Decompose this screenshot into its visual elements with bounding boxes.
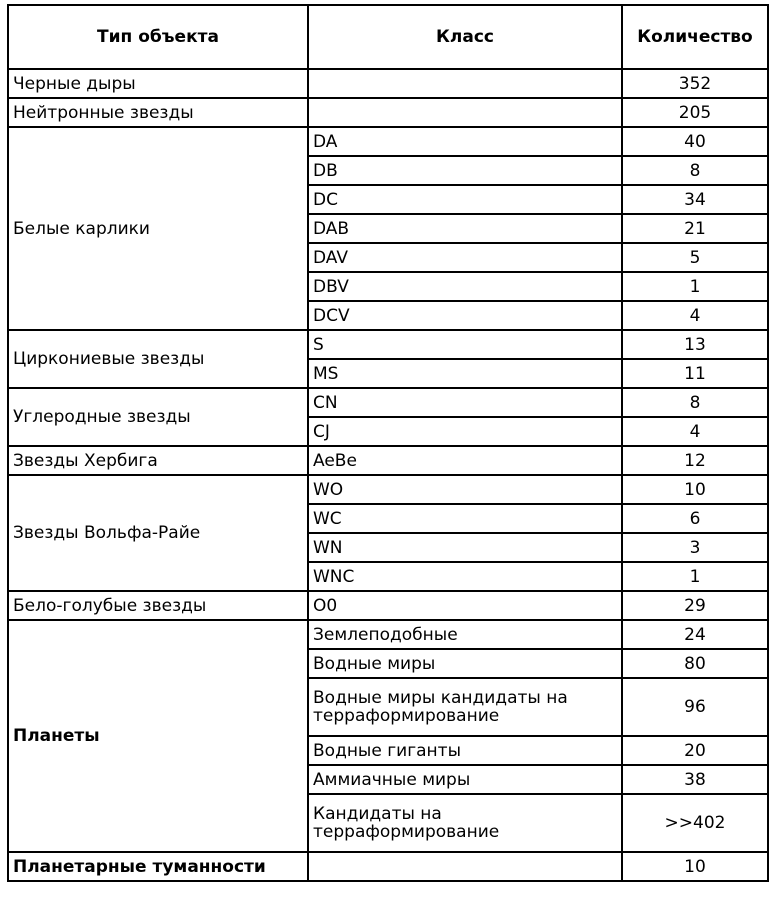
cell-class: Водные миры [308, 649, 622, 678]
cell-count: 3 [622, 533, 768, 562]
table-row [8, 388, 768, 417]
cell-class: WC [308, 504, 622, 533]
cell-class [308, 852, 622, 881]
header-class: Класс [308, 5, 622, 69]
table-body [8, 69, 768, 881]
cell-class: DC [308, 185, 622, 214]
table-row [8, 591, 768, 620]
table-row [8, 475, 768, 504]
cell-class [308, 98, 622, 127]
cell-count: 6 [622, 504, 768, 533]
header-type: Тип объекта [8, 5, 308, 69]
cell-object-type: Черные дыры [8, 69, 308, 98]
cell-object-type: Белые карлики [8, 127, 308, 330]
cell-count: 20 [622, 736, 768, 765]
table-row [8, 69, 768, 98]
cell-class: DA [308, 127, 622, 156]
cell-count: 96 [622, 678, 768, 736]
cell-count: 21 [622, 214, 768, 243]
cell-class: CN [308, 388, 622, 417]
cell-count: 5 [622, 243, 768, 272]
cell-count: 4 [622, 417, 768, 446]
cell-class: WNC [308, 562, 622, 591]
table-row [8, 852, 768, 881]
header-count: Количество [622, 5, 768, 69]
cell-object-type: Звезды Хербига [8, 446, 308, 475]
cell-count: 34 [622, 185, 768, 214]
cell-object-type: Планетарные туманности [8, 852, 308, 881]
table-row [8, 127, 768, 156]
cell-count: 8 [622, 156, 768, 185]
table-row [8, 330, 768, 359]
cell-count: 12 [622, 446, 768, 475]
cell-count: 205 [622, 98, 768, 127]
cell-count: 11 [622, 359, 768, 388]
cell-class: Кандидаты на терраформирование [308, 794, 622, 852]
cell-class: Водные гиганты [308, 736, 622, 765]
table-row [8, 98, 768, 127]
cell-class: Землеподобные [308, 620, 622, 649]
cell-count: 40 [622, 127, 768, 156]
table-row [8, 446, 768, 475]
cell-object-type: Планеты [8, 620, 308, 852]
cell-count: 8 [622, 388, 768, 417]
cell-count: 10 [622, 475, 768, 504]
cell-count: 352 [622, 69, 768, 98]
cell-count: 1 [622, 562, 768, 591]
cell-count: 1 [622, 272, 768, 301]
cell-class: S [308, 330, 622, 359]
cell-count: 24 [622, 620, 768, 649]
cell-class: AeBe [308, 446, 622, 475]
cell-class: MS [308, 359, 622, 388]
cell-class: DBV [308, 272, 622, 301]
cell-count: 10 [622, 852, 768, 881]
cell-class: WO [308, 475, 622, 504]
cell-count: 29 [622, 591, 768, 620]
cell-class: Аммиачные миры [308, 765, 622, 794]
cell-class: CJ [308, 417, 622, 446]
cell-class: Водные миры кандидаты на терраформирование [308, 678, 622, 736]
cell-object-type: Бело-голубые звезды [8, 591, 308, 620]
cell-class: WN [308, 533, 622, 562]
table-row [8, 620, 768, 649]
cell-class: DB [308, 156, 622, 185]
cell-class: DCV [308, 301, 622, 330]
cell-class: DAV [308, 243, 622, 272]
cell-count: 4 [622, 301, 768, 330]
cell-count: 13 [622, 330, 768, 359]
cell-count: >>402 [622, 794, 768, 852]
header-row [8, 5, 768, 69]
cell-object-type: Звезды Вольфа-Райе [8, 475, 308, 591]
object-table [7, 4, 769, 882]
cell-object-type: Нейтронные звезды [8, 98, 308, 127]
cell-object-type: Углеродные звезды [8, 388, 308, 446]
cell-class: O0 [308, 591, 622, 620]
cell-count: 38 [622, 765, 768, 794]
cell-object-type: Циркониевые звезды [8, 330, 308, 388]
cell-count: 80 [622, 649, 768, 678]
cell-class [308, 69, 622, 98]
cell-class: DAB [308, 214, 622, 243]
